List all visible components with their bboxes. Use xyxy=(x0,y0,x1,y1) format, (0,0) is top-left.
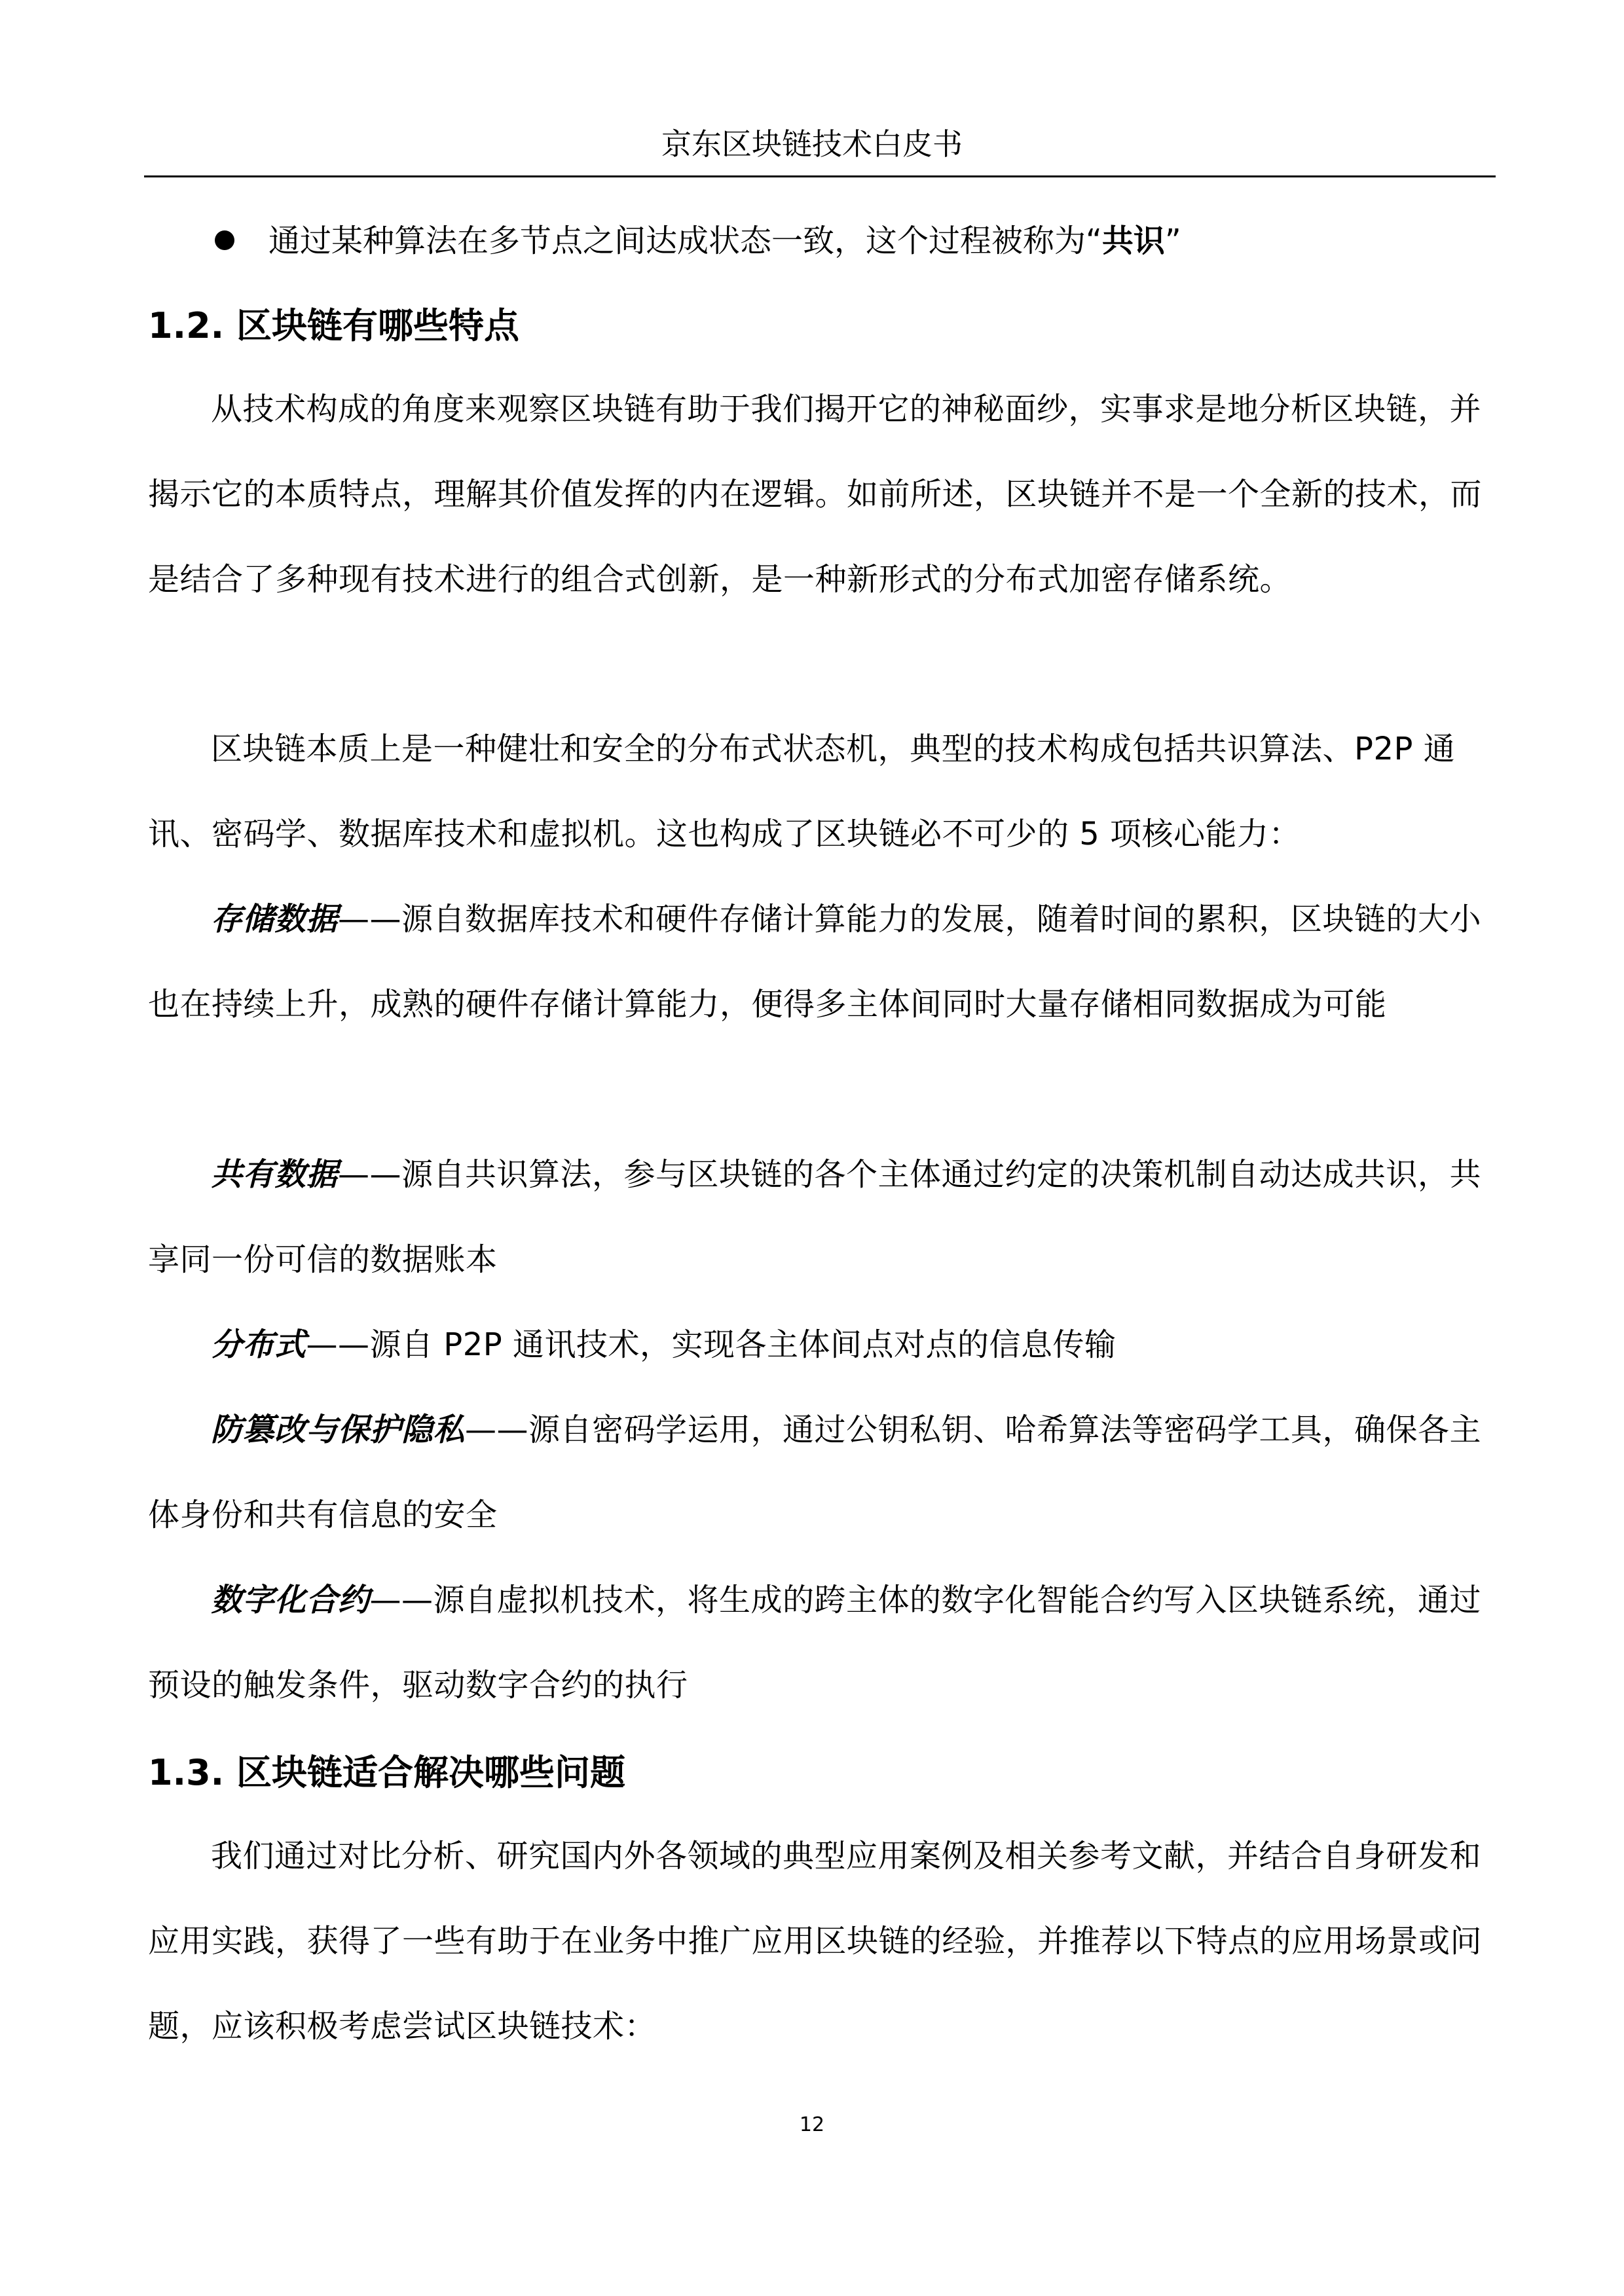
capability-description: ——源自 P2P 通讯技术，实现各主体间点对点的信息传输 xyxy=(306,1326,1116,1363)
capability-term: 分布式 xyxy=(211,1326,306,1363)
capability-term: 防篡改与保护隐私 xyxy=(211,1412,466,1448)
capability-description: ——源自共识算法，参与区块链的各个主体通过约定的决策机制自动达成共识，共享同一份可信的数据账本 xyxy=(148,1156,1482,1278)
section-1-2-paragraph-1: 从技术构成的角度来观察区块链有助于我们揭开它的神秘面纱，实事求是地分析区块链，并揭示它的本质特点，理解其价值发挥的内在逻辑。如前所述，区块链并不是一个全新的技术，而是结合了多种现有技术进行的组合式创新，是一种新形式的分布式加密存储系统。 xyxy=(148,391,1483,598)
capability-term: 共有数据 xyxy=(211,1156,339,1193)
bullet-dot-icon xyxy=(215,230,234,250)
header-divider xyxy=(144,175,1496,177)
section-heading-1-2: 1.2. 区块链有哪些特点 xyxy=(148,305,519,346)
section-1-2-paragraph-2: 区块链本质上是一种健壮和安全的分布式状态机，典型的技术构成包括共识算法、P2P 通讯、密码学、数据库技术和虚拟机。这也构成了区块链必不可少的 5 项核心能力： xyxy=(148,731,1456,852)
capability-distributed xyxy=(148,1302,1484,1387)
document-header-title: 京东区块链技术白皮书 xyxy=(661,126,963,162)
capability-term: 数字化合约 xyxy=(211,1582,370,1618)
capability-description: ——源自虚拟机技术，将生成的跨主体的数字化智能合约写入区块链系统，通过预设的触发条件，驱动数字合约的执行 xyxy=(148,1582,1482,1704)
page-number: 12 xyxy=(799,2113,825,2136)
capability-term: 存储数据 xyxy=(211,901,339,938)
bullet-text xyxy=(268,215,1181,267)
capability-tamper-proof-privacy xyxy=(148,1387,1484,1558)
capability-smart-contract xyxy=(148,1558,1484,1728)
section-heading-1-3: 1.3. 区块链适合解决哪些问题 xyxy=(148,1752,625,1793)
capability-description: ——源自数据库技术和硬件存储计算能力的发展，随着时间的累积，区块链的大小也在持续上升，成熟的硬件存储计算能力，便得多主体间同时大量存储相同数据成为可能 xyxy=(148,901,1482,1023)
section-1-3-paragraph-1: 我们通过对比分析、研究国内外各领域的典型应用案例及相关参考文献，并结合自身研发和应用实践，获得了一些有助于在业务中推广应用区块链的经验，并推荐以下特点的应用场景或问题，应该积极考虑尝试区块链技术： xyxy=(148,1838,1483,2045)
capability-storage xyxy=(148,877,1484,1047)
bullet-emphasis: 共识 xyxy=(1101,223,1165,259)
capability-shared-data xyxy=(148,1132,1484,1302)
bullet-text-before: 通过某种算法在多节点之间达成状态一致，这个过程被称为“ xyxy=(268,223,1102,259)
capability-description: ——源自密码学运用，通过公钥私钥、哈希算法等密码学工具，确保各主体身份和共有信息的安全 xyxy=(148,1412,1482,1533)
bullet-text-after: ” xyxy=(1164,223,1181,259)
